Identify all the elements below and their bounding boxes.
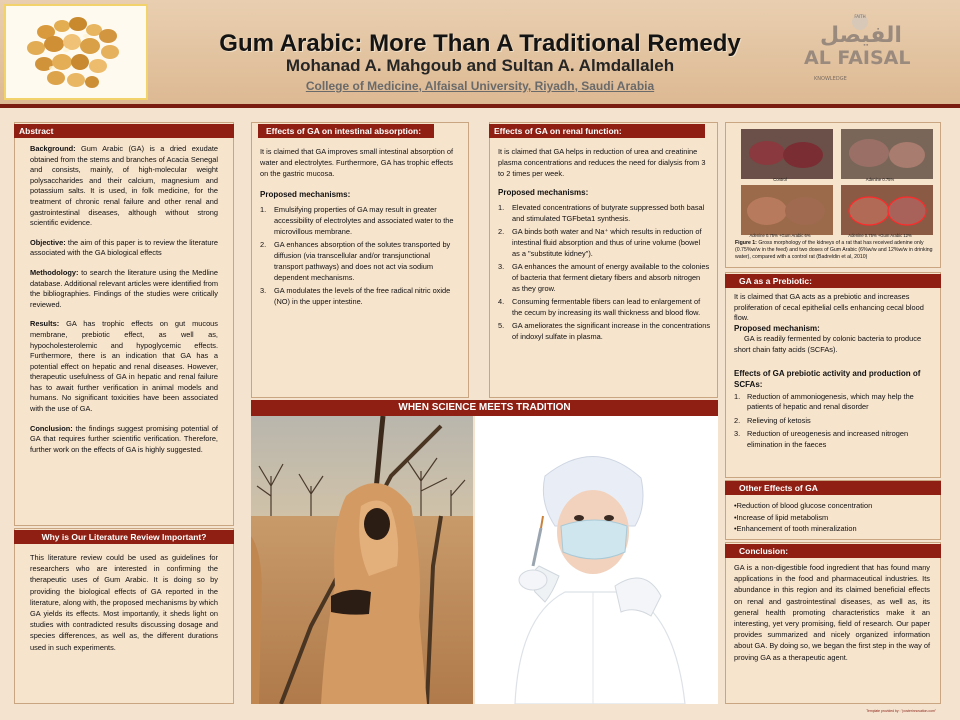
renal-mech-title: Proposed mechanisms: (498, 188, 589, 197)
sudanese-woman-photo (251, 416, 473, 704)
renal-heading: Effects of GA on renal function: (489, 124, 705, 138)
list-item: 5. GA ameliorates the significant increase in the concentrations of indoxyl sulfate in plasma. (498, 321, 711, 341)
prebiotic-mech-title: Proposed mechanism: (734, 323, 820, 333)
abstract-conclusion: Conclusion: the findings suggest promising potential of GA that requires further scientific verification. Therefore, further work on the effects of GA is highly suggested. (30, 423, 218, 454)
figure-label-adenine: Adenine 0.75% (865, 177, 895, 182)
intestinal-heading: Effects of GA on intestinal absorption: (258, 124, 434, 138)
abstract-heading: Abstract (14, 124, 234, 138)
prebiotic-effects-list (734, 392, 930, 451)
header-rule (0, 104, 960, 108)
kidney-figure (737, 127, 937, 239)
list-item: 3. Reduction of ureogenesis and increased nitrogen elimination in the faeces (734, 429, 909, 449)
list-item: 1. Elevated concentrations of butyrate suppressed both basal and stimulated TGFbeta1 synthesis. (498, 203, 705, 223)
list-item: 1. Reduction of ammoniogenesis, which may help the patients of hepatic and renal disorder (734, 391, 914, 412)
poster-affiliation: College of Medicine, Alfaisal University, Riyadh, Saudi Arabia (305, 79, 655, 93)
list-item: 2. Relieving of ketosis (734, 415, 811, 425)
figure-label-ga6: Adenine 0.75% +Gum Arabic 6% (749, 233, 811, 238)
list-item: 4. Consuming fermentable fibers can lead to enlargement of the cecum by increasing its wall thickness and blood flow. (498, 297, 701, 317)
list-item: 2. GA enhances absorption of the solutes transported by diffusion (via transcellular and/or transjunctional transport pathways) and does not act via sodium dependent mechanisms. (260, 240, 451, 282)
scientist-photo (475, 416, 718, 704)
intestinal-mech-title: Proposed mechanisms: (260, 190, 351, 199)
renal-body (498, 146, 710, 344)
list-item: 1. Emulsifying properties of GA may result in greater accessibility of electrolytes and associated water to the microvillous membrane. (260, 205, 454, 236)
abstract-results: Results: GA has trophic effects on gut mucous membrane, prebiotic effect, as well as, hypocholesterolemic and hypoglycemic effects. Furthermore, there is an indication that GA has a potential effect on hepatic and renal diseases. However, therapeutic usefulness of GA in hepatic and renal failure has to await further verification in animal models and humans. No significant toxicities have been associated with the use of GA. (30, 319, 218, 414)
poster-title: Gum Arabic: More Than A Traditional Remedy (219, 30, 741, 57)
intestinal-mechanism-list (260, 204, 460, 307)
list-item: •Increase of lipid metabolism (734, 512, 829, 522)
figure-label-control: Control (773, 177, 787, 182)
intestinal-intro: It is claimed that GA improves small intestinal absorption of water and electrolytes. Furthermore, GA has trophic effects on the gastric mucosa. (260, 147, 454, 178)
list-item: 3. GA enhances the amount of energy available to the colonies of bacteria that ferment dietary fibers and absorb nitrogen as they grow. (498, 262, 710, 293)
template-credit: Template provided by : "posterinnovation.com" (866, 709, 936, 713)
abstract-body (30, 144, 218, 464)
logo-latin: AL FAISAL (804, 47, 911, 69)
list-item: 2. GA binds both water and Na⁺ which results in reduction of intestinal fluid absorption and thus of urine volume (bowel as a "substitute kidney"). (498, 227, 702, 258)
renal-mechanism-list (498, 202, 710, 342)
prebiotic-intro: It is claimed that GA acts as a prebiotic and increases proliferation of cecal epithelial cells enhancing cecal blood flow. (734, 292, 924, 323)
list-item: 3. GA modulates the levels of the free radical nitric oxide (NO) in the upper intestine. (260, 286, 451, 306)
conclusion-body: GA is a non-digestible food ingredient that has found many applications in the food and pharmaceutical industries. Its abundance in this region and its claimed beneficial effects on renal and gastrointestinal diseases, as well as, its general health promoting characteristics make it an interesting, yet very promising, field of research. Our paper provides summarized and nicely organized information about GA. By doing so, we began the first step in the way of proving GA as a therapeutic agent. (734, 563, 930, 662)
gum-arabic-photo (4, 4, 148, 100)
conclusion-heading: Conclusion: (725, 544, 941, 558)
renal-intro: It is claimed that GA helps in reduction of urea and creatinine plasma concentrations and reduces the need for dialysis from 3 to 2 times per week. (498, 147, 706, 178)
abstract-methodology: Methodology: to search the literature using the Medline database. Additional relevant articles were identified from the bibliographies. Findings of the studies were critically reviewed. (30, 267, 218, 309)
logo-tag-top: FAITH (854, 14, 866, 19)
prebiotic-effects-title: Effects of GA prebiotic activity and production of SCFAs: (734, 368, 921, 389)
logo-tag-bottom: KNOWLEDGE (814, 76, 847, 82)
prebiotic-heading: GA as a Prebiotic: (725, 274, 941, 288)
abstract-background: Background: Gum Arabic (GA) is a dried exudate obtained from the stems and branches of Acacia Senegal and consists, mainly, of high-molecular weight polysaccharides and their calcium, magnesium and potassium salts. It is used, in folk medicine, for the treatment of chronic renal failure and other renal and gastrointestinal diseases, although without strong scientific evidence. (30, 144, 218, 228)
science-banner: WHEN SCIENCE MEETS TRADITION (251, 400, 718, 416)
poster-header (0, 0, 960, 104)
alfaisal-logo (800, 4, 940, 100)
intestinal-body (260, 146, 460, 309)
prebiotic-body (734, 292, 930, 454)
figure-label-ga12: Adenine 0.75% +Gum Arabic 12% (848, 233, 912, 238)
why-heading: Why is Our Literature Review Important? (14, 530, 234, 544)
list-item: •Reduction of blood glucose concentration (734, 501, 873, 510)
logo-arabic: الفيصل (820, 23, 902, 48)
other-body (734, 500, 930, 535)
abstract-objective: Objective: the aim of this paper is to review the literature associated with the GA biological effects (30, 237, 218, 258)
other-heading: Other Effects of GA (725, 481, 941, 495)
poster-authors: Mohanad A. Mahgoub and Sultan A. Almdallaleh (285, 56, 675, 75)
list-item: •Enhancement of tooth mineralization (734, 524, 857, 534)
prebiotic-mech-text: GA is readily fermented by colonic bacteria to produce short chain fatty acids (SCFAs). (734, 334, 922, 354)
why-body: This literature review could be used as guidelines for researchers who are interested in confirming the therapeutic uses of Gum Arabic. It is doing so by providing the biological effects of GA reported in the literature, along with, the proposed mechanisms by which GA yields its effects. Most importantly, it sheds light on studies with contradicted results discussing dosage and species differences, as well as, the different durations used in such experiments. (30, 553, 218, 652)
figure-caption: Figure 1: Gross morphology of the kidneys of a rat that has received adenine only (0.75%w/w in the feed) and two doses of Gum Arabic (6%w/w and 12%w/w in drinking water), compared with a control rat (Badreldin et al, 2010) (735, 240, 933, 260)
